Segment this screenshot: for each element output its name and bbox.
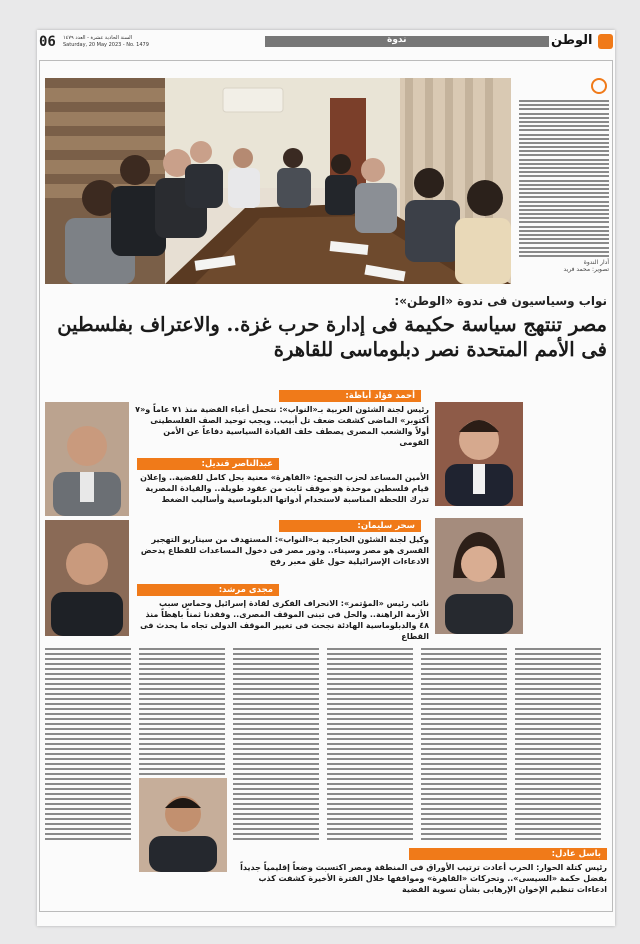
newspaper-page xyxy=(37,30,615,926)
logo-text: الوطن xyxy=(551,33,593,48)
portrait-abaza xyxy=(435,402,523,506)
headline: مصر تنتهج سياسة حكيمة فى إدارة حرب غزة.. والاعتراف بفلسطين فى الأمم المتحدة نصر دبلوماسى للقاهرة xyxy=(57,313,607,361)
portrait-soliman xyxy=(435,518,523,634)
portrait-kandil xyxy=(45,402,129,516)
photo-credits: تصوير: محمد فريد xyxy=(563,266,609,274)
sidebar-text-lines xyxy=(515,100,609,257)
body-columns xyxy=(45,648,607,844)
sidebar-column xyxy=(515,78,609,284)
sidebar-caption: أدار الندوة xyxy=(583,259,609,267)
body-text-lines xyxy=(45,648,607,844)
quote-text-soliman: وكيل لجنة الشئون الخارجية بـ«النواب»: المستهدف من سيناريو التهجير القسرى هو مصر وسيناء.. ودور مصر فى دخول المساعدات للقطاع يدحض الادعاءات الإسرائيلية حول غلق معبر رفح xyxy=(140,535,429,566)
quote-name-morshed: مجدى مرشد: xyxy=(137,584,279,596)
quote-text-abaza: رئيس لجنة الشئون العربية بـ«النواب»: نتحمل أعباء القضية منذ ٧١ عاماً و«٧ أكتوبر» الماضى كشفت ضعف تل أبيب.. ويجب توحيد الصف الفلسطينى أولاً والشعب المصرى يصطف خلف القيادة السياسية دفاعاً عن الأمن القومى xyxy=(135,405,429,447)
portrait-adel xyxy=(139,778,227,872)
quote-text-adel: رئيس كتلة الحوار: الحرب أعادت ترتيب الأوراق فى المنطقة ومصر اكتسبت وضعاً إقليمياً جديداً بفضل حكمة «السيسى».. وتحركات «القاهرة» ومواقفها خلال الفترة الأخيرة كشفت كذب ادعاءات تنظيم الإخوان الإرهابى بشأن تسوية القضية xyxy=(240,863,607,894)
newspaper-logo xyxy=(551,32,613,52)
section-label: ندوة xyxy=(387,35,407,45)
issue-info: السنة الحادية عشرة - العدد ١٤٧٩ Saturday, 20 May 2023 - No. 1479 xyxy=(63,35,149,48)
quote-name-adel: باسل عادل: xyxy=(409,848,607,860)
quote-text-morshed: نائب رئيس «المؤتمر»: الانحراف الفكرى لقادة إسرائيل وحماس سبب الأزمة الراهنة.. والحل فى تبنى الموقف المصرى.. وفقدنا ثمناً باهظاً منذ ٤٨ والدبلوماسية الهادئة نجحت فى تغيير الموقف الدولى تجاه ما يحدث فى القطاع xyxy=(140,599,429,641)
quote-text-kandil: الأمين المساعد لحزب التجمع: «القاهرة» معنية بحل كامل للقضية.. وإعلان قيام فلسطين موحدة هو موقف ثابت من عقود طويلة.. والقيادة المصرية تدرك اللحظة المناسبة لاستخدام أدواتها الدبلوماسية وأساليب الضغط xyxy=(140,473,429,504)
meeting-photo xyxy=(45,78,511,284)
quote-name-abaza: أحمد فؤاد أباظة: xyxy=(279,390,421,402)
quote-name-soliman: سحر سليمان: xyxy=(279,520,421,532)
kicker: نواب وسياسيون فى ندوة «الوطن»: xyxy=(394,294,607,308)
logo-icon xyxy=(598,34,613,49)
page-number: 06 xyxy=(39,34,56,50)
portrait-morshed xyxy=(45,520,129,636)
section-bar xyxy=(265,36,549,47)
quote-icon xyxy=(591,78,607,94)
quote-name-kandil: عبدالناصر قنديل: xyxy=(137,458,279,470)
